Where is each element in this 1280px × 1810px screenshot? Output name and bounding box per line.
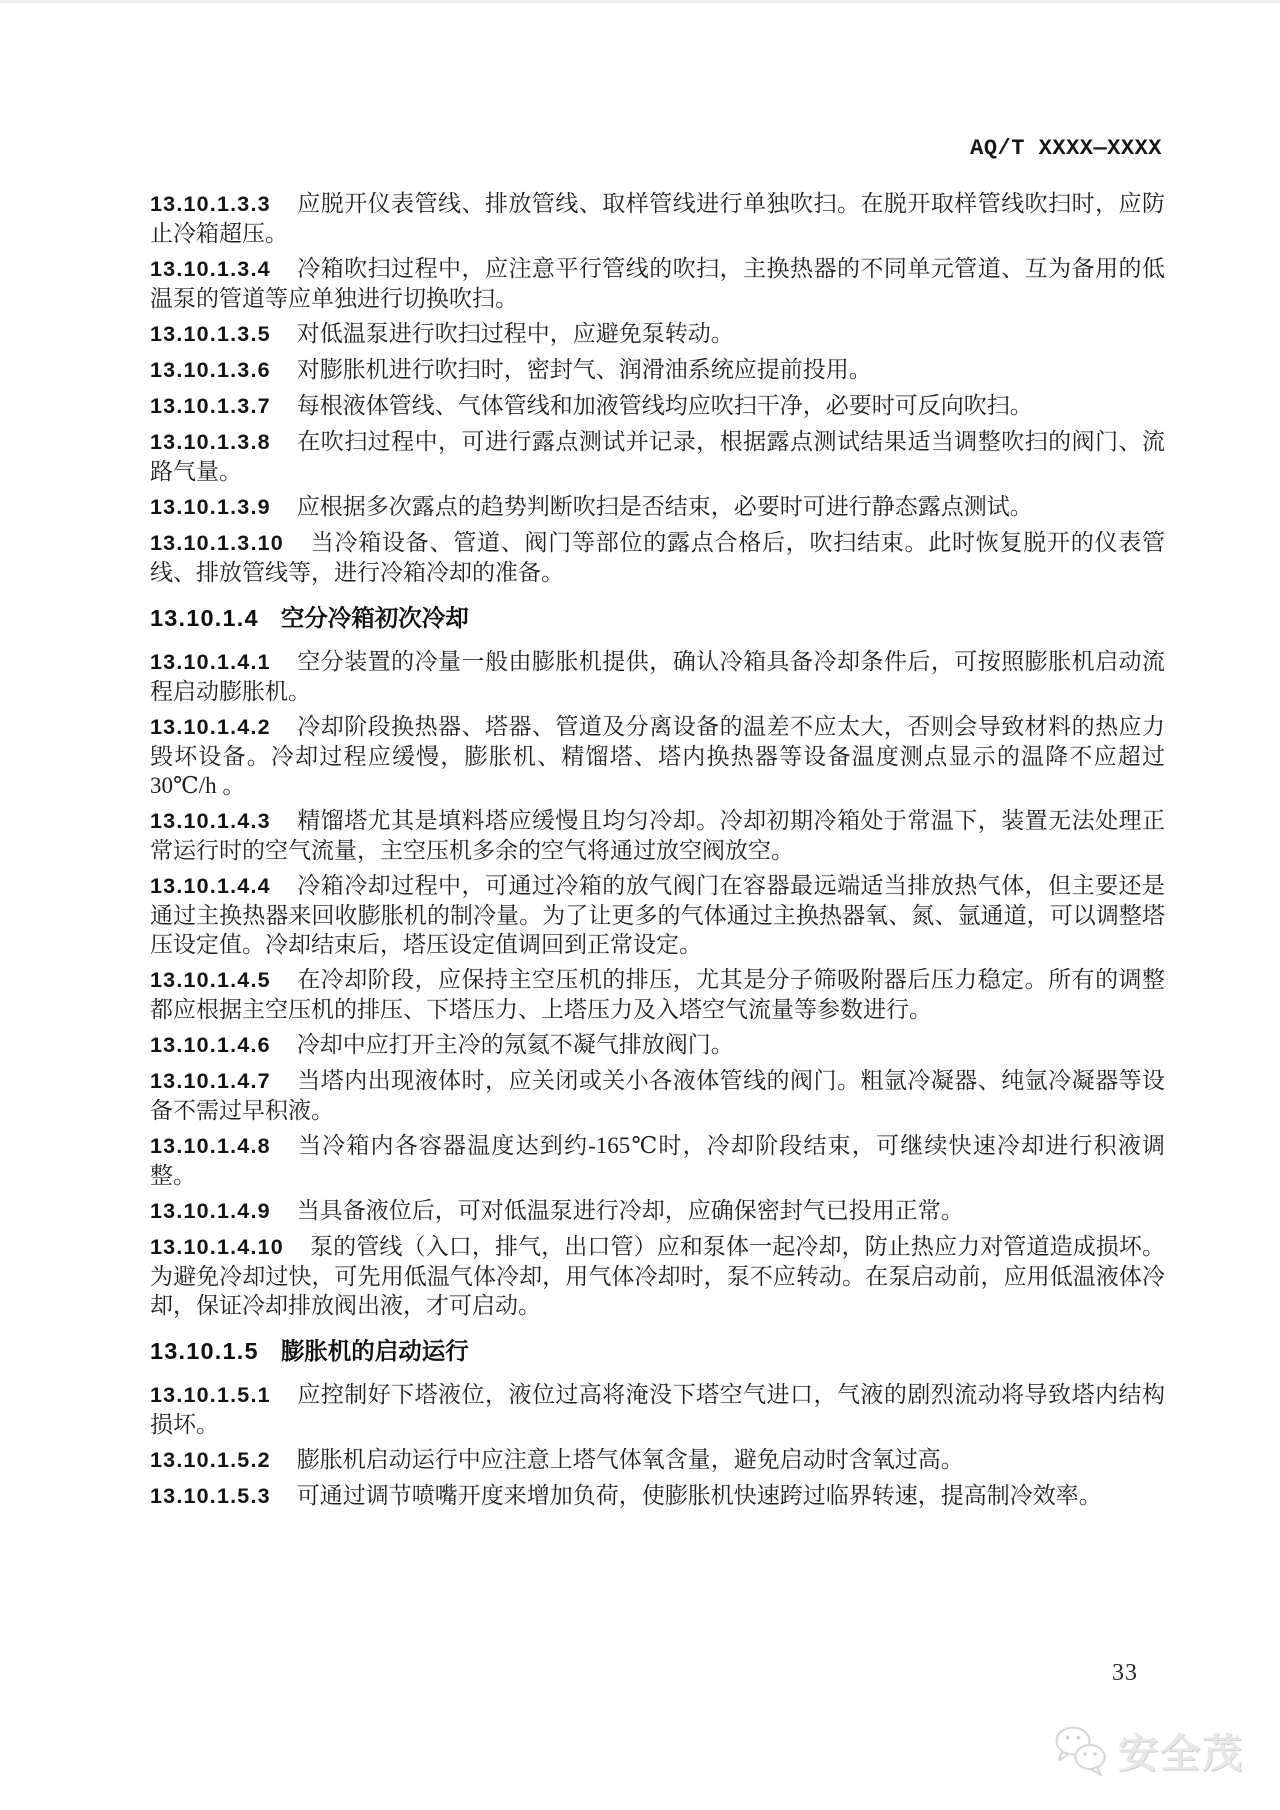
clause-paragraph [150, 712, 1165, 800]
clause-number: 13.10.1.4.2 [150, 715, 271, 739]
clause-text: 应控制好下塔液位，液位过高将淹没下塔空气进口，气液的剧烈流动将导致塔内结构损坏。 [150, 1382, 1165, 1437]
clause-paragraph [150, 871, 1165, 959]
clause-paragraph [150, 254, 1165, 313]
clause-text: 对低温泵进行吹扫过程中，应避免泵转动。 [296, 321, 734, 346]
clause-number: 13.10.1.3.3 [150, 192, 271, 216]
section-title: 空分冷箱初次冷却 [280, 605, 469, 631]
clause-paragraph [150, 1066, 1165, 1125]
clause-paragraph [150, 1481, 1165, 1511]
clause-number: 13.10.1.3.9 [150, 495, 271, 519]
clause-number: 13.10.1.3.10 [150, 531, 284, 555]
clause-number: 13.10.1.5.3 [150, 1484, 271, 1508]
clause-paragraph [150, 647, 1165, 706]
clause-text: 当冷箱内各容器温度达到约-165℃时，冷却阶段结束，可继续快速冷却进行积液调整。 [150, 1133, 1165, 1188]
scan-top-edge [0, 0, 1280, 3]
clause-number: 13.10.1.3.6 [150, 358, 271, 382]
clause-paragraph [150, 391, 1165, 421]
clause-number: 13.10.1.3.5 [150, 322, 271, 346]
clause-paragraph [150, 1196, 1165, 1226]
standard-code: AQ/T XXXX—XXXX [970, 136, 1162, 161]
clause-text: 每根液体管线、气体管线和加液管线均应吹扫干净，必要时可反向吹扫。 [296, 393, 1033, 418]
clause-text: 冷箱吹扫过程中，应注意平行管线的吹扫，主换热器的不同单元管道、互为备用的低温泵的管道等应单独进行切换吹扫。 [150, 256, 1165, 311]
clause-text: 当塔内出现液体时，应关闭或关小各液体管线的阀门。粗氩冷凝器、纯氩冷凝器等设备不需过早积液。 [150, 1068, 1165, 1123]
clause-paragraph [150, 189, 1165, 248]
clause-number: 13.10.1.5.2 [150, 1448, 271, 1472]
clause-number: 13.10.1.3.7 [150, 394, 271, 418]
clause-text: 可通过调节喷嘴开度来增加负荷，使膨胀机快速跨过临界转速，提高制冷效率。 [296, 1483, 1102, 1508]
clause-paragraph [150, 355, 1165, 385]
clause-paragraph [150, 1131, 1165, 1190]
clause-text: 冷却中应打开主冷的氖氦不凝气排放阀门。 [296, 1032, 734, 1057]
page-number: 33 [1112, 1660, 1138, 1686]
clause-number: 13.10.1.3.8 [150, 430, 271, 454]
clause-paragraph [150, 1232, 1165, 1320]
clause-number: 13.10.1.4.9 [150, 1199, 271, 1223]
document-header [970, 136, 1162, 161]
clause-text: 空分装置的冷量一般由膨胀机提供，确认冷箱具备冷却条件后，可按照膨胀机启动流程启动膨胀机。 [150, 649, 1165, 704]
clause-text: 对膨胀机进行吹扫时，密封气、润滑油系统应提前投用。 [296, 357, 872, 382]
clause-number: 13.10.1.4.3 [150, 809, 271, 833]
clause-paragraph [150, 965, 1165, 1024]
clause-text: 冷却阶段换热器、塔器、管道及分离设备的温差不应太大，否则会导致材料的热应力毁坏设备。冷却过程应缓慢，膨胀机、精馏塔、塔内换热器等设备温度测点显示的温降不应超过 30℃/h 。 [150, 714, 1165, 798]
clause-text: 当具备液位后，可对低温泵进行冷却，应确保密封气已投用正常。 [296, 1198, 964, 1223]
clause-paragraph [150, 319, 1165, 349]
section-heading [150, 603, 1165, 633]
clause-text: 当冷箱设备、管道、阀门等部位的露点合格后，吹扫结束。此时恢复脱开的仪表管线、排放管线等，进行冷箱冷却的准备。 [150, 530, 1165, 585]
watermark-text: 安全茂 [1118, 1732, 1244, 1776]
clause-paragraph [150, 1030, 1165, 1060]
clause-text: 冷箱冷却过程中，可通过冷箱的放气阀门在容器最远端适当排放热气体，但主要还是通过主换热器来回收膨胀机的制冷量。为了让更多的气体通过主换热器氧、氮、氩通道，可以调整塔压设定值。冷却结束后，塔压设定值调回到正常设定。 [150, 873, 1165, 957]
document-body [150, 183, 1165, 1517]
clause-paragraph [150, 528, 1165, 587]
clause-text: 精馏塔尤其是填料塔应缓慢且均匀冷却。冷却初期冷箱处于常温下，装置无法处理正常运行时的空气流量，主空压机多余的空气将通过放空阀放空。 [150, 808, 1165, 863]
section-title: 膨胀机的启动运行 [280, 1338, 469, 1364]
section-number: 13.10.1.4 [150, 605, 259, 631]
clause-number: 13.10.1.4.6 [150, 1033, 271, 1057]
section-heading [150, 1336, 1165, 1366]
clause-number: 13.10.1.4.10 [150, 1235, 284, 1259]
clause-number: 13.10.1.4.4 [150, 874, 271, 898]
clause-number: 13.10.1.4.5 [150, 968, 271, 992]
clause-paragraph [150, 806, 1165, 865]
clause-number: 13.10.1.4.8 [150, 1134, 271, 1158]
clause-number: 13.10.1.4.1 [150, 650, 271, 674]
clause-paragraph [150, 427, 1165, 486]
clause-text: 膨胀机启动运行中应注意上塔气体氧含量，避免启动时含氧过高。 [296, 1447, 964, 1472]
clause-text: 在吹扫过程中，可进行露点测试并记录，根据露点测试结果适当调整吹扫的阀门、流路气量。 [150, 429, 1165, 484]
clause-text: 应脱开仪表管线、排放管线、取样管线进行单独吹扫。在脱开取样管线吹扫时，应防止冷箱超压。 [150, 191, 1165, 246]
clause-text: 泵的管线（入口，排气，出口管）应和泵体一起冷却，防止热应力对管道造成损坏。为避免冷却过快，可先用低温气体冷却，用气体冷却时，泵不应转动。在泵启动前，应用低温液体冷却，保证冷却排放阀出液，才可启动。 [150, 1234, 1165, 1318]
watermark [1052, 1722, 1244, 1779]
clause-text: 应根据多次露点的趋势判断吹扫是否结束，必要时可进行静态露点测试。 [296, 494, 1033, 519]
clause-number: 13.10.1.3.4 [150, 257, 271, 281]
clause-paragraph [150, 492, 1165, 522]
clause-number: 13.10.1.5.1 [150, 1383, 271, 1407]
wechat-chat-bubbles-icon [1052, 1723, 1110, 1779]
clause-paragraph [150, 1445, 1165, 1475]
clause-number: 13.10.1.4.7 [150, 1069, 271, 1093]
clause-paragraph [150, 1380, 1165, 1439]
section-number: 13.10.1.5 [150, 1338, 259, 1364]
clause-text: 在冷却阶段，应保持主空压机的排压，尤其是分子筛吸附器后压力稳定。所有的调整都应根据主空压机的排压、下塔压力、上塔压力及入塔空气流量等参数进行。 [150, 967, 1165, 1022]
